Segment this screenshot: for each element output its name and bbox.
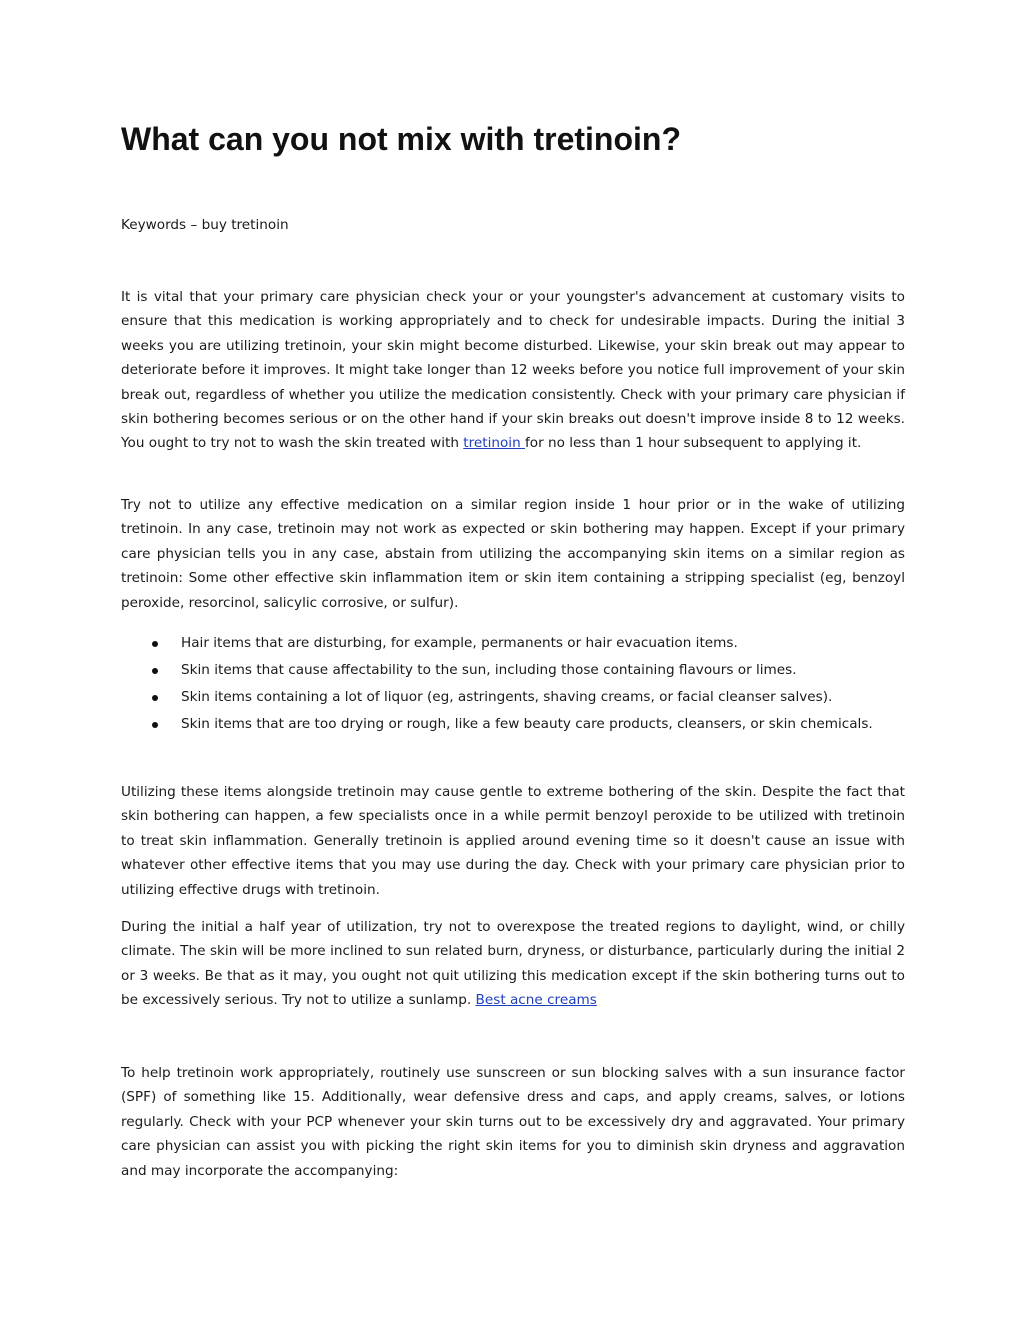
list-item [121, 712, 905, 736]
bullet-icon [152, 722, 158, 728]
paragraph-4 [121, 915, 905, 1013]
keywords-line: Keywords – buy tretinoin [121, 217, 289, 233]
list-item-text: Skin items that are too drying or rough, like a few beauty care products, cleansers, or skin chemicals. [181, 716, 873, 732]
bullet-list [121, 631, 905, 739]
bullet-icon [152, 695, 158, 701]
paragraph-5: To help tretinoin work appropriately, routinely use sunscreen or sun blocking salves with a sun insurance factor (SPF) of something like 15. Additionally, wear defensive dress and caps, and apply creams, salves, or lotions regularly. Check with your PCP whenever your skin turns out to be excessively dry and aggravated. Your primary care physician can assist you with picking the right skin items for you to diminish skin dryness and aggravation and may incorporate the accompanying: [121, 1065, 905, 1179]
paragraph-2: Try not to utilize any effective medication on a similar region inside 1 hour prior or in the wake of utilizing tretinoin. In any case, tretinoin may not work as expected or skin bothering may happen. Except if your primary care physician tells you in any case, abstain from utilizing the accompanying skin items on a similar region as tretinoin: Some other effective skin inflammation item or skin item containing a stripping specialist (eg, benzoyl peroxide, resorcinol, salicylic corrosive, or sulfur). [121, 497, 905, 611]
bullet-icon [152, 668, 158, 674]
paragraph-4-text: During the initial a half year of utilization, try not to overexpose the treated regions to daylight, wind, or chilly climate. The skin will be more inclined to sun related burn, dryness, or disturbance, particularly during the initial 2 or 3 weeks. Be that as it may, you ought not quit utilizing this medication except if the skin bothering turns out to be excessively serious. Try not to utilize a sunlamp. [121, 919, 905, 1009]
paragraph-1-text-before-link: It is vital that your primary care physician check your or your youngster's advancement at customary visits to ensure that this medication is working appropriately and to check for undesirable impacts. During the initial 3 weeks you are utilizing tretinoin, your skin might become disturbed. Likewise, your skin break out may appear to deteriorate before it improves. It might take longer than 12 weeks before you notice full improvement of your skin break out, regardless of whether you utilize the medication consistently. Check with your primary care physician if skin bothering becomes serious or on the other hand if your skin breaks out doesn't improve inside 8 to 12 weeks. You ought to try not to wash the skin treated with [121, 289, 905, 452]
list-item [121, 631, 905, 655]
paragraph-1 [121, 285, 905, 456]
paragraph-1-text-after-link: for no less than 1 hour subsequent to applying it. [525, 435, 862, 452]
bullet-icon [152, 641, 158, 647]
list-item [121, 685, 905, 709]
list-item [121, 658, 905, 682]
tretinoin-link[interactable]: tretinoin [463, 435, 526, 452]
list-item-text: Skin items containing a lot of liquor (eg, astringents, shaving creams, or facial cleanser salves). [181, 689, 833, 705]
best-acne-creams-link[interactable]: Best acne creams [475, 992, 597, 1009]
list-item-text: Skin items that cause affectability to the sun, including those containing flavours or limes. [181, 662, 797, 678]
page-title: What can you not mix with tretinoin? [121, 121, 681, 157]
list-item-text: Hair items that are disturbing, for example, permanents or hair evacuation items. [181, 635, 738, 651]
paragraph-3: Utilizing these items alongside tretinoin may cause gentle to extreme bothering of the skin. Despite the fact that skin bothering can happen, a few specialists once in a while permit benzoyl peroxide to be utilized with tretinoin to treat skin inflammation. Generally tretinoin is applied around evening time so it doesn't cause an issue with whatever other effective items that you may use during the day. Check with your primary care physician prior to utilizing effective drugs with tretinoin. [121, 784, 905, 898]
